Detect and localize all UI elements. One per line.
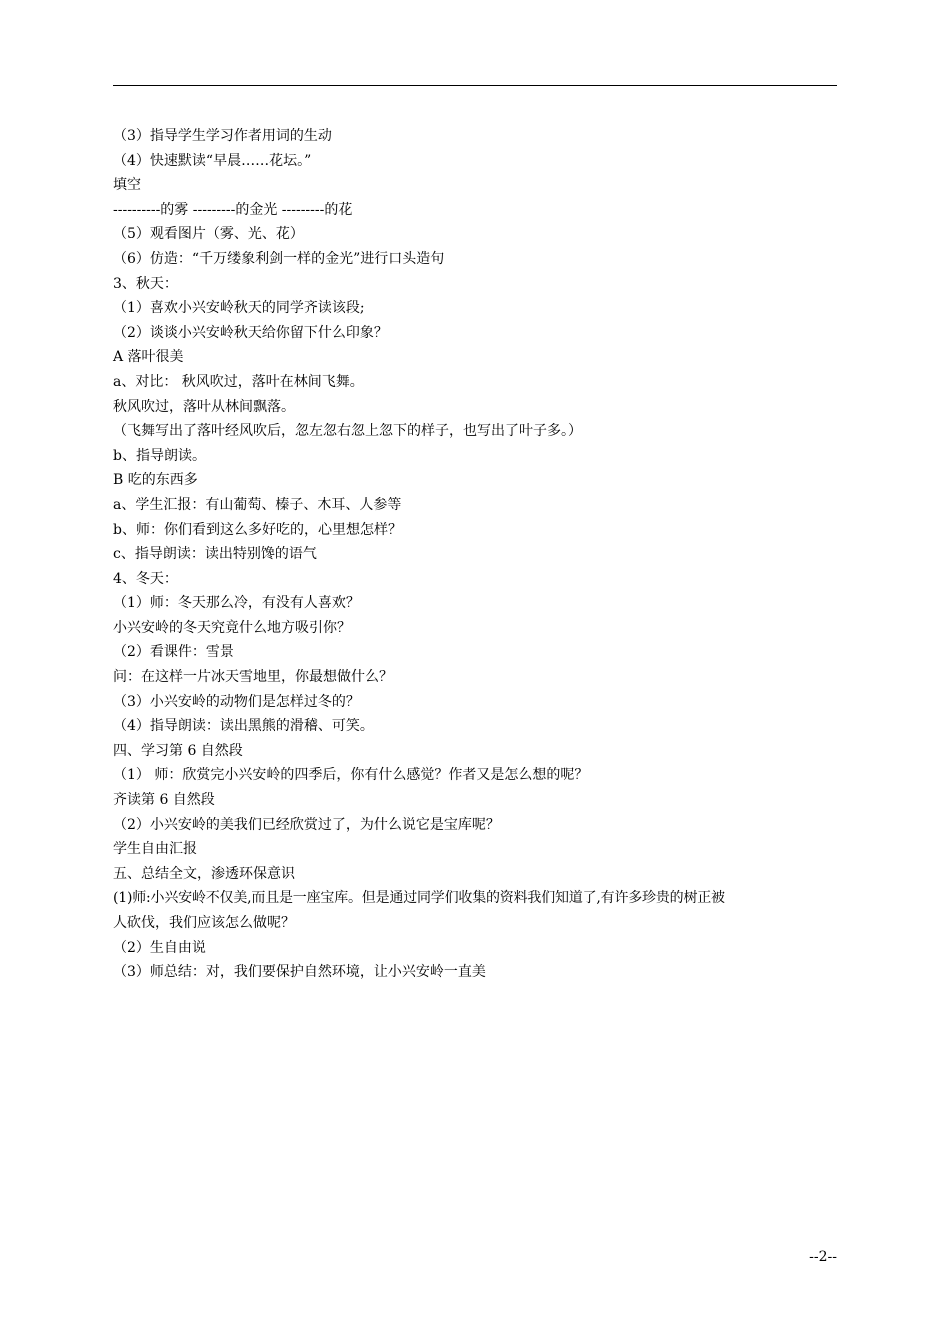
text-line: （6）仿造：“千万缕象利剑一样的金光”进行口头造句	[113, 250, 445, 267]
text-line: 秋风吹过，落叶从林间飘落。	[113, 398, 295, 415]
header-rule	[113, 85, 837, 86]
text-line: 学生自由汇报	[113, 841, 197, 858]
text-line: b、师：你们看到这么多好吃的，心里想怎样？	[113, 521, 402, 538]
text-line: （3）师总结：对，我们要保护自然环境，让小兴安岭一直美	[113, 964, 486, 981]
text-line: ----------的雾 ---------的金光 ---------的花	[113, 201, 353, 218]
text-line: （2）看课件：雪景	[113, 644, 234, 661]
text-line: A 落叶很美	[113, 349, 184, 366]
text-line: （2）生自由说	[113, 939, 206, 956]
text-line: （4）快速默读“早晨……花坛。”	[113, 152, 312, 169]
text-line: B 吃的东西多	[113, 472, 198, 489]
text-line: （1）师：冬天那么冷，有没有人喜欢？	[113, 595, 360, 612]
text-line: （2）小兴安岭的美我们已经欣赏过了，为什么说它是宝库呢？	[113, 816, 500, 833]
text-line: （5）观看图片（雾、光、花）	[113, 226, 304, 243]
document-body	[113, 124, 841, 985]
text-line: 4、冬天：	[113, 570, 178, 587]
text-line: a、对比： 秋风吹过，落叶在林间飞舞。	[113, 373, 364, 390]
text-line: （2）谈谈小兴安岭秋天给你留下什么印象？	[113, 324, 388, 341]
text-line: 小兴安岭的冬天究竟什么地方吸引你？	[113, 619, 351, 636]
text-line: 四、学习第 6 自然段	[113, 742, 243, 759]
text-line: （1）喜欢小兴安岭秋天的同学齐读该段;	[113, 300, 365, 317]
page-number: --2--	[809, 1249, 837, 1265]
text-line: (1)师:小兴安岭不仅美,而且是一座宝库。但是通过同学们收集的资料我们知道了,有许多珍贵的树正被	[113, 890, 725, 907]
text-line: （1） 师：欣赏完小兴安岭的四季后，你有什么感觉？作者又是怎么想的呢？	[113, 767, 589, 784]
text-line: （飞舞写出了落叶经风吹后，忽左忽右忽上忽下的样子，也写出了叶子多。）	[113, 423, 582, 440]
text-line: c、指导朗读：读出特别馋的语气	[113, 546, 317, 563]
text-line: a、学生汇报：有山葡萄、榛子、木耳、人参等	[113, 496, 402, 513]
text-line: 填空	[113, 177, 141, 194]
text-line: 3、秋天：	[113, 275, 178, 292]
text-line: （3）小兴安岭的动物们是怎样过冬的？	[113, 693, 360, 710]
text-line: 五、总结全文，渗透环保意识	[113, 865, 295, 882]
text-line: （4）指导朗读：读出黑熊的滑稽、可笑。	[113, 718, 374, 735]
text-line: b、指导朗读。	[113, 447, 206, 464]
text-line: （3）指导学生学习作者用词的生动	[113, 128, 332, 144]
text-line: 人砍伐，我们应该怎么做呢？	[113, 915, 295, 931]
text-line: 问：在这样一片冰天雪地里，你最想做什么？	[113, 669, 393, 686]
text-line: 齐读第 6 自然段	[113, 792, 215, 809]
